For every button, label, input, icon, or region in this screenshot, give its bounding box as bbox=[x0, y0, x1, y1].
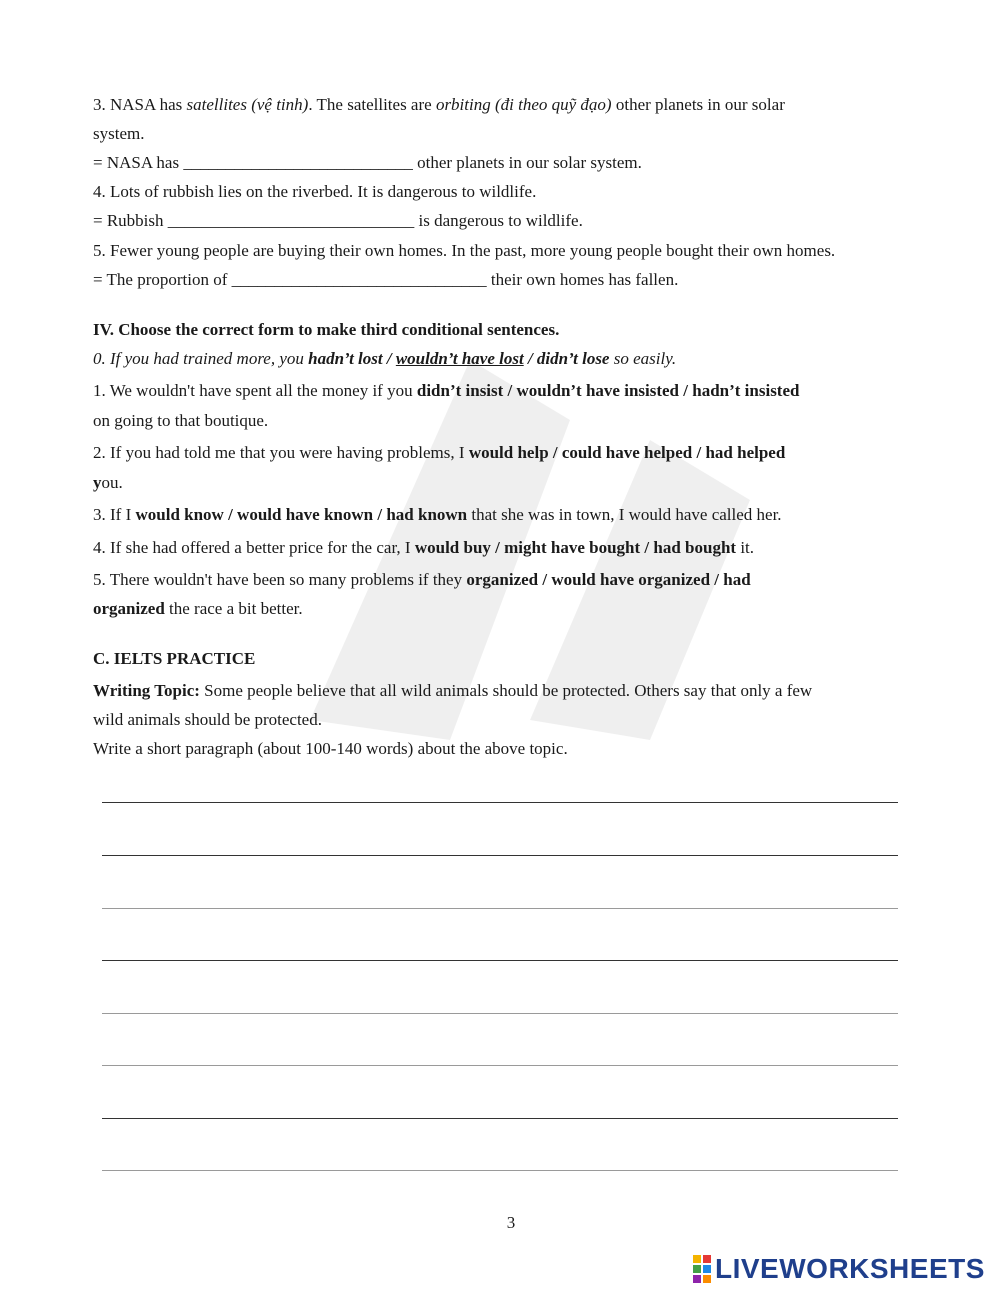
ex3-question-3-cont: system. bbox=[93, 124, 145, 143]
section-c-title: C. IELTS PRACTICE bbox=[93, 649, 256, 668]
section-4-title: IV. Choose the correct form to make third conditional sentences. bbox=[93, 320, 560, 339]
q1-options[interactable]: didn’t insist / wouldn’t have insisted / hadn’t insisted bbox=[416, 381, 800, 400]
writing-line[interactable] bbox=[102, 908, 898, 909]
writing-line[interactable] bbox=[102, 802, 898, 803]
logo-blocks-icon bbox=[693, 1255, 711, 1283]
writing-line[interactable] bbox=[102, 1118, 898, 1119]
writing-topic-cont: wild animals should be protected. bbox=[93, 710, 322, 729]
q5-options[interactable]: organized / would have organized / had bbox=[466, 570, 751, 589]
q3-options[interactable]: would know / would have known / had known bbox=[135, 505, 468, 524]
writing-topic: Writing Topic: Some people believe that all wild animals should be protected. Others say that only a few bbox=[93, 681, 813, 700]
liveworksheets-logo bbox=[693, 1253, 985, 1285]
writing-line[interactable] bbox=[102, 855, 898, 856]
ex3-answer-5[interactable]: = The proportion of ______________________________ their own homes has fallen. bbox=[93, 270, 679, 289]
writing-line[interactable] bbox=[102, 1170, 898, 1171]
section-4-question-1: 1. We wouldn't have spent all the money if you didn’t insist / wouldn’t have insisted / hadn’t insisted bbox=[93, 381, 800, 400]
writing-line[interactable] bbox=[102, 1065, 898, 1066]
ex3-question-5: 5. Fewer young people are buying their own homes. In the past, more young people bought their own homes. bbox=[93, 241, 836, 260]
brand-name: LIVEWORKSHEETS bbox=[715, 1253, 985, 1284]
section-4-question-1-cont: on going to that boutique. bbox=[93, 411, 269, 430]
ex3-answer-4[interactable]: = Rubbish _____________________________ is dangerous to wildlife. bbox=[93, 211, 583, 230]
section-4-example: 0. If you had trained more, you hadn’t lost / wouldn’t have lost / didn’t lose so easily. bbox=[93, 349, 677, 368]
section-4-question-4: 4. If she had offered a better price for the car, I would buy / might have bought / had bought it. bbox=[93, 538, 755, 557]
page-number: 3 bbox=[506, 1213, 516, 1232]
q2-options[interactable]: would help / could have helped / had helped bbox=[468, 443, 786, 462]
q4-options[interactable]: would buy / might have bought / had bought bbox=[414, 538, 737, 557]
ex3-question-3: 3. NASA has satellites (vệ tinh). The satellites are orbiting (đi theo quỹ đạo) other planets in our solar bbox=[93, 95, 785, 114]
section-4-question-5-cont: organized the race a bit better. bbox=[93, 599, 303, 618]
section-4-question-2-cont: you. bbox=[93, 473, 123, 492]
section-4-question-3: 3. If I would know / would have known / had known that she was in town, I would have called her. bbox=[93, 505, 782, 524]
ex3-answer-3[interactable]: = NASA has ___________________________ other planets in our solar system. bbox=[93, 153, 642, 172]
section-4-question-2: 2. If you had told me that you were having problems, I would help / could have helped / had helped bbox=[93, 443, 786, 462]
writing-instruction: Write a short paragraph (about 100-140 words) about the above topic. bbox=[93, 739, 568, 758]
ex3-question-4: 4. Lots of rubbish lies on the riverbed. It is dangerous to wildlife. bbox=[93, 182, 537, 201]
writing-line[interactable] bbox=[102, 1013, 898, 1014]
writing-line[interactable] bbox=[102, 960, 898, 961]
section-4-question-5: 5. There wouldn't have been so many problems if they organized / would have organized / had bbox=[93, 570, 751, 589]
